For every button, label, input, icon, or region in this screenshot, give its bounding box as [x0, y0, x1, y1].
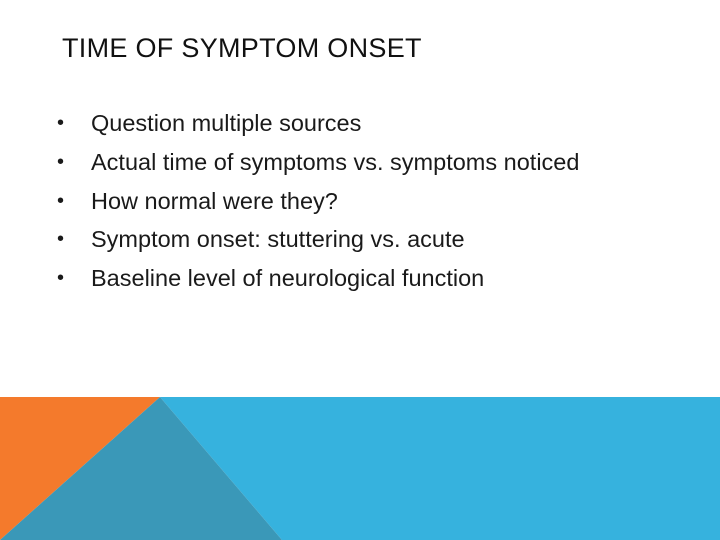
bullet-text: Question multiple sources — [91, 110, 362, 136]
bullet-item — [57, 262, 579, 301]
bullet-dot: • — [57, 267, 65, 290]
bullet-text: Baseline level of neurological function — [91, 265, 485, 292]
bullet-dot: • — [57, 228, 65, 251]
slide-title: TIME OF SYMPTOM ONSET — [62, 33, 422, 63]
bullet-text: Symptom onset: stuttering vs. acute — [91, 226, 465, 253]
bullet-item — [57, 146, 579, 185]
bullet-text: How normal were they? — [91, 187, 338, 214]
bullet-item — [57, 185, 579, 224]
bullet-item — [57, 107, 579, 146]
bullet-dot: • — [57, 112, 65, 134]
bullet-text: Actual time of symptoms vs. symptoms noticed — [91, 148, 580, 175]
bullet-dot: • — [57, 150, 65, 173]
bullet-list — [57, 107, 579, 301]
bullet-dot: • — [57, 189, 65, 212]
bullet-item — [57, 223, 579, 262]
